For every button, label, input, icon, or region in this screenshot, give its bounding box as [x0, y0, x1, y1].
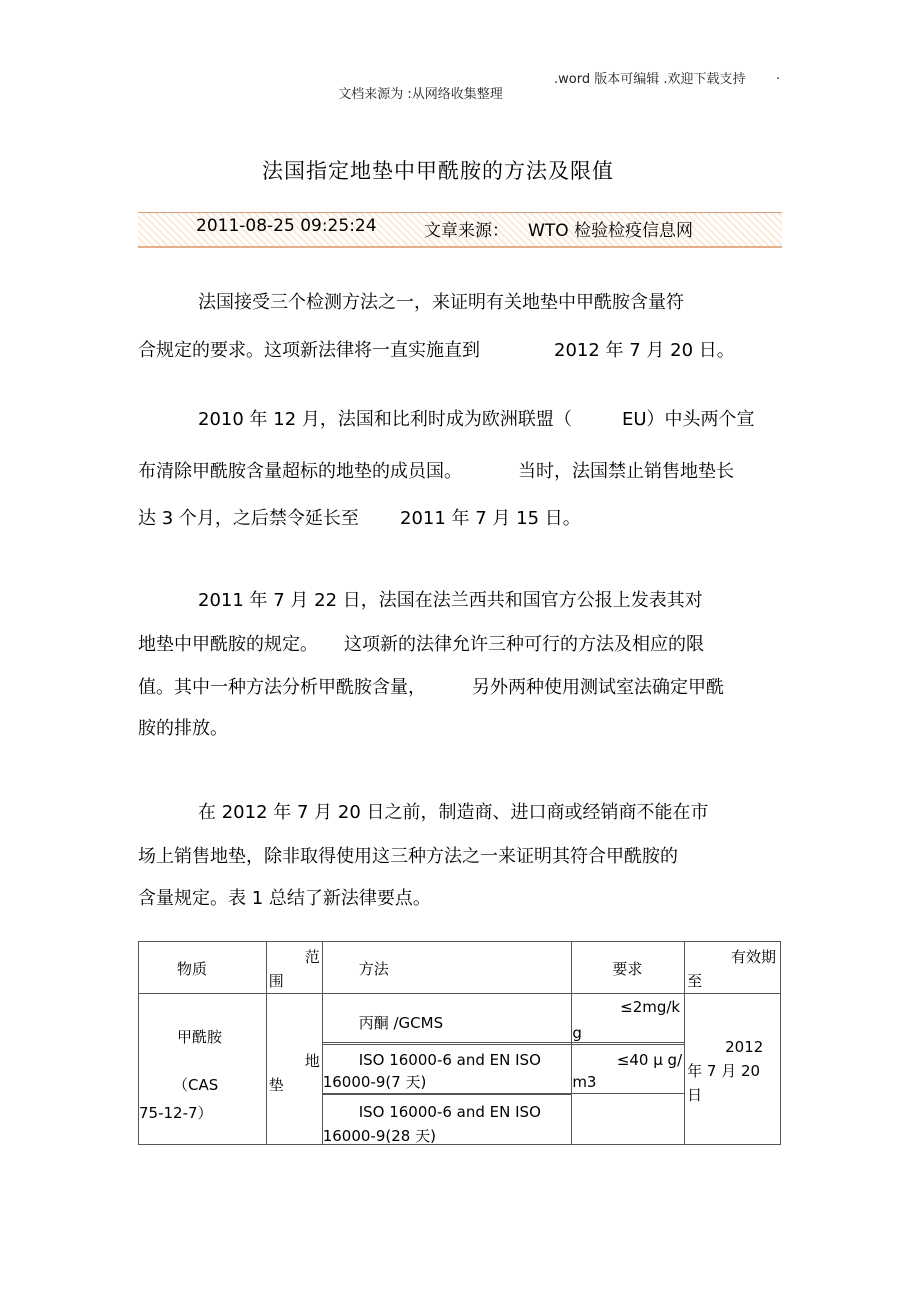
requirement-row-2: [572, 1044, 684, 1094]
text-line: 含量规定。表 1 总结了新法律要点。: [138, 888, 431, 909]
substance-cas-b: 75-12-7）: [139, 1104, 213, 1122]
text-segment: EU）中头两个宣: [622, 409, 755, 430]
header-valid-label-a: 有效期: [730, 948, 776, 966]
requirement-row-1: [572, 994, 684, 1043]
text-line: 法国接受三个检测方法之一，来证明有关地垫中甲酰胺含量符: [198, 292, 684, 313]
method-3-line-2: 16000-9(28 天): [322, 1127, 436, 1145]
table-header-row: [139, 942, 781, 994]
requirement-1-line-2: g: [572, 1024, 582, 1042]
header-requirement-label: 要求: [612, 960, 643, 978]
text-segment: 2012 年 7 月 20 日。: [554, 340, 735, 361]
header-scope-label-a: 范: [304, 948, 320, 966]
header-trailing-dot: .: [776, 68, 781, 83]
valid-until-month-day: 年 7 月 20: [687, 1062, 761, 1080]
cell-requirements: [572, 994, 685, 1145]
method-row-1: [323, 994, 572, 1043]
text-segment: 2011 年 7 月 15 日。: [400, 508, 581, 529]
article-date: 2011-08-25 09:25:24: [196, 216, 377, 236]
text-segment: 2010 年 12 月，法国和比利时成为欧洲联盟（: [198, 409, 572, 430]
scope-text-a: 地: [304, 1052, 320, 1070]
summary-table: [138, 941, 781, 1145]
method-row-2: [323, 1044, 572, 1094]
substance-cas-a: （CAS: [173, 1076, 219, 1094]
header-cell-requirement: [572, 942, 685, 994]
header-cell-scope: [266, 942, 322, 994]
article-meta-bar: [138, 212, 782, 248]
text-segment: 达 3 个月，之后禁令延长至: [138, 508, 359, 529]
method-1: 丙酮 /GCMS: [358, 1014, 444, 1032]
header-source-note: 文档来源为 :从网络收集整理: [338, 87, 503, 102]
text-segment: 另外两种使用测试室法确定甲酰: [472, 677, 724, 698]
header-cell-method: [322, 942, 572, 994]
header-edit-note: .word 版本可编辑 .欢迎下载支持: [554, 72, 746, 87]
scope-text-b: 垫: [268, 1076, 284, 1094]
text-segment: 地垫中甲酰胺的规定。: [138, 634, 318, 655]
method-2-line-2: 16000-9(7 天): [322, 1073, 427, 1091]
cell-substance: [139, 994, 267, 1145]
page-header: [330, 68, 781, 132]
requirement-1-line-1: ≤2mg/k: [620, 998, 681, 1016]
text-segment: 合规定的要求。这项新法律将一直实施直到: [138, 340, 480, 361]
header-valid-label-b: 至: [687, 972, 703, 990]
requirement-2-line-1: ≤40 μ g/: [616, 1051, 683, 1069]
requirement-2-line-2: m3: [572, 1073, 597, 1091]
method-3-line-1: ISO 16000-6 and EN ISO: [358, 1103, 541, 1121]
header-cell-substance: [139, 942, 267, 994]
source-name: WTO 检验检疫信息网: [528, 221, 693, 241]
text-segment: 布清除甲酰胺含量超标的地垫的成员国。: [138, 461, 462, 482]
text-segment: 这项新的法律允许三种可行的方法及相应的限: [344, 634, 704, 655]
article-title: 法国指定地垫中甲酰胺的方法及限值: [262, 159, 614, 183]
header-method-label: 方法: [358, 960, 389, 978]
valid-until-day-suffix: 日: [687, 1086, 703, 1104]
method-row-3: [323, 1094, 572, 1145]
substance-name: 甲酰胺: [177, 1028, 223, 1046]
cell-scope: [266, 994, 322, 1145]
header-scope-label-b: 围: [268, 972, 284, 990]
source-label: 文章来源：: [424, 221, 509, 241]
text-line: 在 2012 年 7 月 20 日之前，制造商、进口商或经销商不能在市: [198, 802, 709, 823]
text-line: 场上销售地垫，除非取得使用这三种方法之一来证明其符合甲酰胺的: [138, 846, 678, 867]
text-line: 胺的排放。: [138, 718, 228, 739]
header-cell-valid-until: [685, 942, 781, 994]
header-substance-label: 物质: [177, 960, 208, 978]
text-line: 2011 年 7 月 22 日，法国在法兰西共和国官方公报上发表其对: [198, 590, 703, 611]
cell-methods: [322, 994, 572, 1145]
cell-valid-until: [685, 994, 781, 1145]
text-segment: 当时，法国禁止销售地垫长: [518, 461, 734, 482]
text-segment: 值。其中一种方法分析甲酰胺含量，: [138, 677, 426, 698]
method-2-line-1: ISO 16000-6 and EN ISO: [358, 1051, 541, 1069]
table-row: [139, 994, 781, 1145]
valid-until-year: 2012: [725, 1038, 764, 1056]
